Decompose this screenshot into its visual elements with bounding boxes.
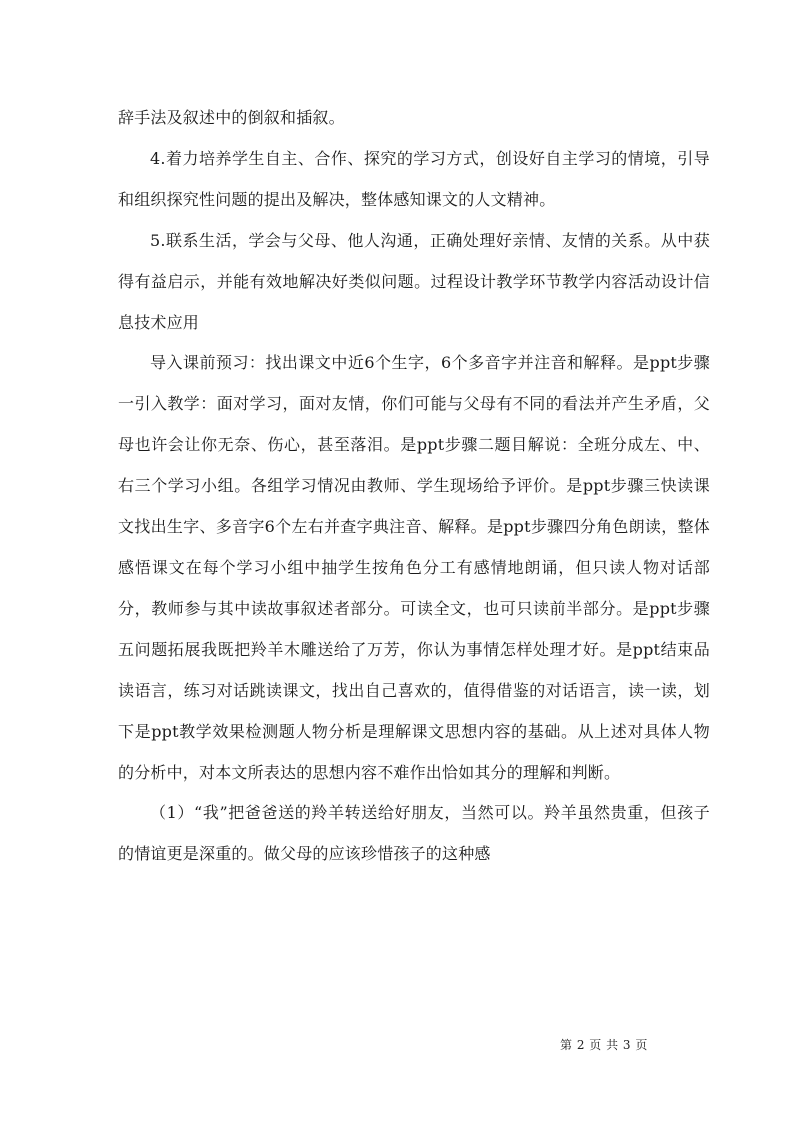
paragraph-3: 5.联系生活，学会与父母、他人沟通，正确处理好亲情、友情的关系。从中获得有益启示，并能有效地解决好类似问题。过程设计教学环节教学内容活动设计信息技术应用 <box>118 230 710 332</box>
paragraph-5: （1）“我”把爸爸送的羚羊转送给好朋友，当然可以。羚羊虽然贵重，但孩子的情谊更是深重的。做父母的应该珍惜孩子的这种感 <box>118 803 710 864</box>
page-number-footer: 第 2 页 共 3 页 <box>560 1038 648 1052</box>
body-text <box>118 98 710 875</box>
paragraph-4: 导入课前预习：找出课文中近6个生字，6个多音字并注音和解释。是ppt步骤一引入教学：面对学习，面对友情，你们可能与父母有不同的看法并产生矛盾，父母也许会让你无奈、伤心，甚至落泪。是ppt步骤二题目解说：全班分成左、中、右三个学习小组。各组学习情况由教师、学生现场给予评价。是ppt步骤三快读课文找出生字、多音字6个左右并查字典注音、解释。是ppt步骤四分角色朗读，整体感悟课文在每个学习小组中抽学生按角色分工有感情地朗诵，但只读人物对话部分，教师参与其中读故事叙述者部分。可读全文，也可只读前半部分。是ppt步骤五问题拓展我既把羚羊木雕送给了万芳，你认为事情怎样处理才好。是ppt结束品读语言，练习对话跳读课文，找出自己喜欢的，值得借鉴的对话语言，读一读，划下是ppt教学效果检测题人物分析是理解课文思想内容的基础。从上述对具体人物的分析中，对本文所表达的思想内容不难作出恰如其分的理解和判断。 <box>118 353 710 782</box>
paragraph-2: 4.着力培养学生自主、合作、探究的学习方式，创设好自主学习的情境，引导和组织探究性问题的提出及解决，整体感知课文的人文精神。 <box>118 148 710 209</box>
paragraph-1: 辞手法及叙述中的倒叙和插叙。 <box>118 108 345 127</box>
